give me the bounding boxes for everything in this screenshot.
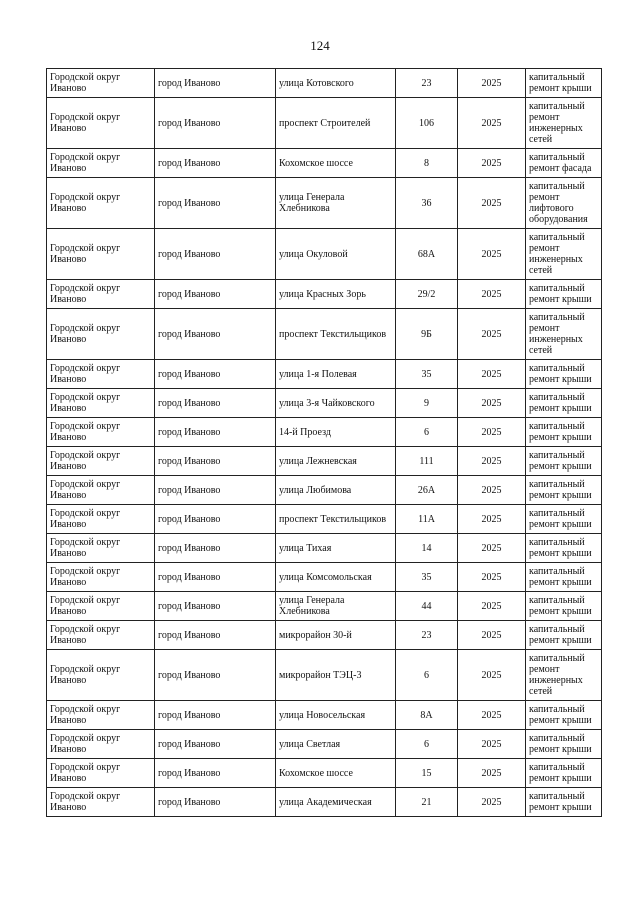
street-cell: проспект Текстильщиков	[276, 505, 396, 534]
table-row	[47, 621, 602, 650]
street-cell: улица Новосельская	[276, 701, 396, 730]
city-cell: город Иваново	[155, 447, 276, 476]
work-type-cell: капитальный ремонт крыши	[526, 592, 602, 621]
year-cell: 2025	[458, 621, 526, 650]
page-number: 124	[310, 38, 330, 53]
house-number-cell: 8	[396, 149, 458, 178]
city-cell: город Иваново	[155, 701, 276, 730]
year-cell: 2025	[458, 759, 526, 788]
table-row	[47, 309, 602, 360]
city-cell: город Иваново	[155, 280, 276, 309]
work-type-cell: капитальный ремонт крыши	[526, 759, 602, 788]
table-row	[47, 476, 602, 505]
city-cell: город Иваново	[155, 309, 276, 360]
district-cell: Городской округ Иваново	[47, 505, 155, 534]
district-cell: Городской округ Иваново	[47, 730, 155, 759]
year-cell: 2025	[458, 701, 526, 730]
city-cell: город Иваново	[155, 69, 276, 98]
street-cell: улица Генерала Хлебникова	[276, 592, 396, 621]
city-cell: город Иваново	[155, 418, 276, 447]
year-cell: 2025	[458, 418, 526, 447]
work-type-cell: капитальный ремонт крыши	[526, 505, 602, 534]
work-type-cell: капитальный ремонт крыши	[526, 389, 602, 418]
table-row	[47, 360, 602, 389]
city-cell: город Иваново	[155, 98, 276, 149]
year-cell: 2025	[458, 98, 526, 149]
district-cell: Городской округ Иваново	[47, 149, 155, 178]
house-number-cell: 26А	[396, 476, 458, 505]
district-cell: Городской округ Иваново	[47, 229, 155, 280]
district-cell: Городской округ Иваново	[47, 701, 155, 730]
work-type-cell: капитальный ремонт крыши	[526, 534, 602, 563]
city-cell: город Иваново	[155, 360, 276, 389]
district-cell: Городской округ Иваново	[47, 280, 155, 309]
work-type-cell: капитальный ремонт инженерных сетей	[526, 98, 602, 149]
table-row	[47, 788, 602, 817]
street-cell: улица 3-я Чайковского	[276, 389, 396, 418]
year-cell: 2025	[458, 505, 526, 534]
house-number-cell: 11А	[396, 505, 458, 534]
table-row	[47, 280, 602, 309]
table-body	[47, 69, 602, 817]
work-type-cell: капитальный ремонт лифтового оборудования	[526, 178, 602, 229]
year-cell: 2025	[458, 280, 526, 309]
city-cell: город Иваново	[155, 592, 276, 621]
city-cell: город Иваново	[155, 563, 276, 592]
city-cell: город Иваново	[155, 650, 276, 701]
year-cell: 2025	[458, 476, 526, 505]
house-number-cell: 23	[396, 69, 458, 98]
street-cell: улица 1-я Полевая	[276, 360, 396, 389]
street-cell: улица Светлая	[276, 730, 396, 759]
year-cell: 2025	[458, 534, 526, 563]
work-type-cell: капитальный ремонт инженерных сетей	[526, 229, 602, 280]
street-cell: улица Любимова	[276, 476, 396, 505]
work-type-cell: капитальный ремонт крыши	[526, 280, 602, 309]
district-cell: Городской округ Иваново	[47, 360, 155, 389]
work-type-cell: капитальный ремонт инженерных сетей	[526, 650, 602, 701]
street-cell: улица Красных Зорь	[276, 280, 396, 309]
year-cell: 2025	[458, 592, 526, 621]
year-cell: 2025	[458, 69, 526, 98]
table-row	[47, 447, 602, 476]
work-type-cell: капитальный ремонт крыши	[526, 418, 602, 447]
street-cell: улица Комсомольская	[276, 563, 396, 592]
table-row	[47, 178, 602, 229]
street-cell: Кохомское шоссе	[276, 759, 396, 788]
district-cell: Городской округ Иваново	[47, 389, 155, 418]
table-row	[47, 69, 602, 98]
year-cell: 2025	[458, 650, 526, 701]
table-row	[47, 650, 602, 701]
table-row	[47, 389, 602, 418]
year-cell: 2025	[458, 229, 526, 280]
work-type-cell: капитальный ремонт крыши	[526, 563, 602, 592]
work-type-cell: капитальный ремонт инженерных сетей	[526, 309, 602, 360]
table-row	[47, 505, 602, 534]
street-cell: улица Лежневская	[276, 447, 396, 476]
city-cell: город Иваново	[155, 149, 276, 178]
district-cell: Городской округ Иваново	[47, 418, 155, 447]
city-cell: город Иваново	[155, 178, 276, 229]
work-type-cell: капитальный ремонт крыши	[526, 730, 602, 759]
district-cell: Городской округ Иваново	[47, 592, 155, 621]
repair-register-table	[46, 68, 602, 817]
year-cell: 2025	[458, 178, 526, 229]
work-type-cell: капитальный ремонт крыши	[526, 360, 602, 389]
table-row	[47, 534, 602, 563]
district-cell: Городской округ Иваново	[47, 621, 155, 650]
city-cell: город Иваново	[155, 505, 276, 534]
year-cell: 2025	[458, 563, 526, 592]
year-cell: 2025	[458, 788, 526, 817]
work-type-cell: капитальный ремонт крыши	[526, 476, 602, 505]
house-number-cell: 35	[396, 563, 458, 592]
street-cell: 14-й Проезд	[276, 418, 396, 447]
house-number-cell: 36	[396, 178, 458, 229]
year-cell: 2025	[458, 389, 526, 418]
work-type-cell: капитальный ремонт фасада	[526, 149, 602, 178]
district-cell: Городской округ Иваново	[47, 98, 155, 149]
house-number-cell: 35	[396, 360, 458, 389]
street-cell: улица Академическая	[276, 788, 396, 817]
work-type-cell: капитальный ремонт крыши	[526, 447, 602, 476]
house-number-cell: 6	[396, 730, 458, 759]
work-type-cell: капитальный ремонт крыши	[526, 788, 602, 817]
street-cell: проспект Текстильщиков	[276, 309, 396, 360]
year-cell: 2025	[458, 360, 526, 389]
district-cell: Городской округ Иваново	[47, 650, 155, 701]
house-number-cell: 6	[396, 650, 458, 701]
house-number-cell: 14	[396, 534, 458, 563]
work-type-cell: капитальный ремонт крыши	[526, 69, 602, 98]
house-number-cell: 44	[396, 592, 458, 621]
street-cell: Кохомское шоссе	[276, 149, 396, 178]
house-number-cell: 29/2	[396, 280, 458, 309]
district-cell: Городской округ Иваново	[47, 447, 155, 476]
street-cell: проспект Строителей	[276, 98, 396, 149]
street-cell: микрорайон ТЭЦ-3	[276, 650, 396, 701]
city-cell: город Иваново	[155, 229, 276, 280]
year-cell: 2025	[458, 730, 526, 759]
street-cell: микрорайон 30-й	[276, 621, 396, 650]
table-row	[47, 701, 602, 730]
year-cell: 2025	[458, 309, 526, 360]
city-cell: город Иваново	[155, 476, 276, 505]
house-number-cell: 68А	[396, 229, 458, 280]
district-cell: Городской округ Иваново	[47, 309, 155, 360]
district-cell: Городской округ Иваново	[47, 476, 155, 505]
house-number-cell: 23	[396, 621, 458, 650]
district-cell: Городской округ Иваново	[47, 563, 155, 592]
house-number-cell: 9	[396, 389, 458, 418]
city-cell: город Иваново	[155, 788, 276, 817]
table-row	[47, 98, 602, 149]
district-cell: Городской округ Иваново	[47, 178, 155, 229]
district-cell: Городской округ Иваново	[47, 69, 155, 98]
table-row	[47, 730, 602, 759]
house-number-cell: 21	[396, 788, 458, 817]
district-cell: Городской округ Иваново	[47, 759, 155, 788]
house-number-cell: 106	[396, 98, 458, 149]
district-cell: Городской округ Иваново	[47, 788, 155, 817]
city-cell: город Иваново	[155, 621, 276, 650]
street-cell: улица Окуловой	[276, 229, 396, 280]
house-number-cell: 8А	[396, 701, 458, 730]
year-cell: 2025	[458, 149, 526, 178]
city-cell: город Иваново	[155, 730, 276, 759]
street-cell: улица Генерала Хлебникова	[276, 178, 396, 229]
year-cell: 2025	[458, 447, 526, 476]
street-cell: улица Тихая	[276, 534, 396, 563]
table-row	[47, 229, 602, 280]
table-row	[47, 149, 602, 178]
table-row	[47, 563, 602, 592]
house-number-cell: 9Б	[396, 309, 458, 360]
city-cell: город Иваново	[155, 534, 276, 563]
table-row	[47, 418, 602, 447]
city-cell: город Иваново	[155, 389, 276, 418]
work-type-cell: капитальный ремонт крыши	[526, 701, 602, 730]
city-cell: город Иваново	[155, 759, 276, 788]
street-cell: улица Котовского	[276, 69, 396, 98]
house-number-cell: 6	[396, 418, 458, 447]
table-row	[47, 759, 602, 788]
district-cell: Городской округ Иваново	[47, 534, 155, 563]
house-number-cell: 111	[396, 447, 458, 476]
table-row	[47, 592, 602, 621]
work-type-cell: капитальный ремонт крыши	[526, 621, 602, 650]
house-number-cell: 15	[396, 759, 458, 788]
